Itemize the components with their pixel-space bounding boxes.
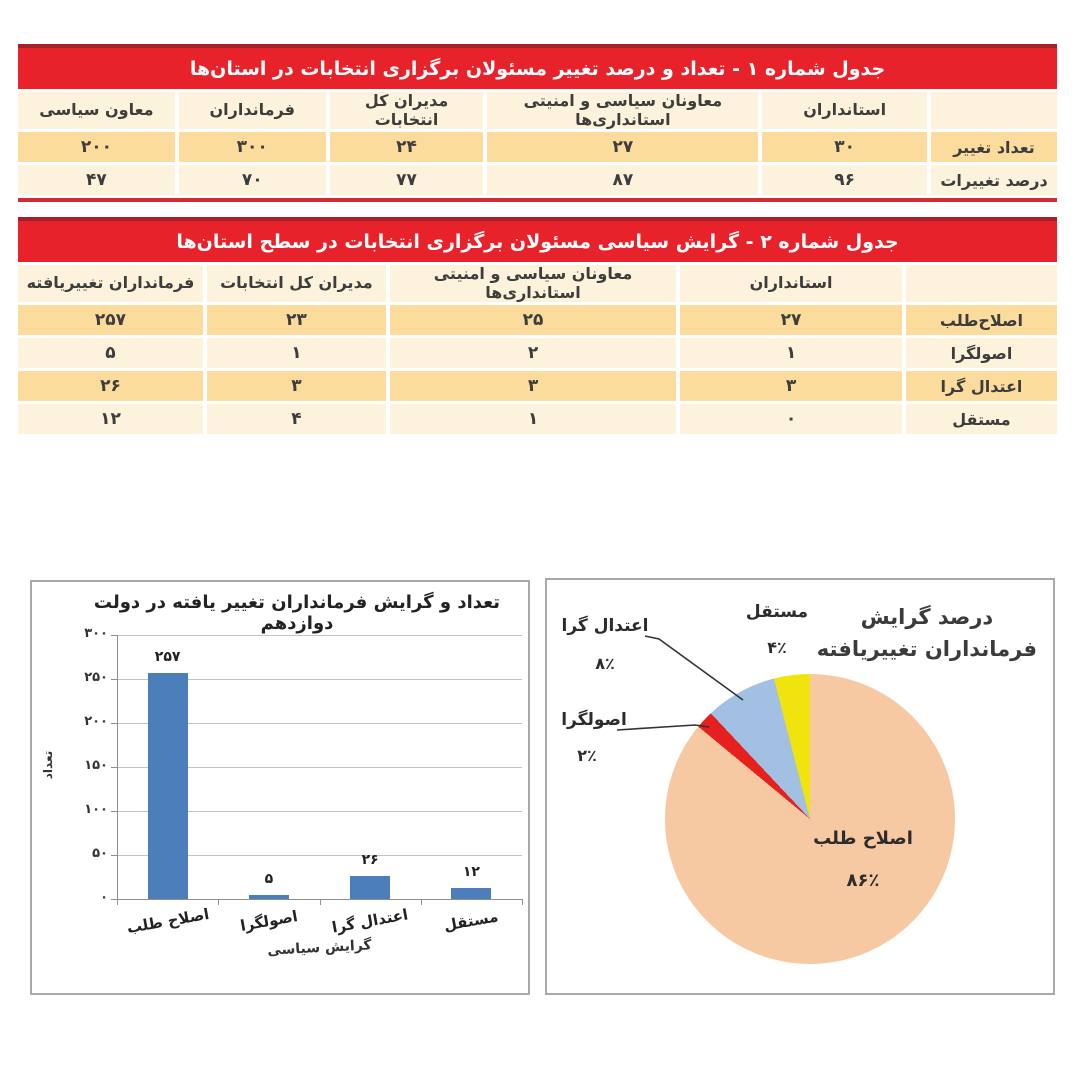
table-cell-value: ۷۷: [330, 165, 484, 195]
row-label: اصولگرا: [906, 338, 1057, 368]
column-header: فرمانداران: [179, 92, 326, 129]
table1: [18, 44, 1057, 202]
pie-pct-independent: ۴٪: [767, 638, 787, 657]
row-label: اصلاح‌طلب: [906, 305, 1057, 335]
corner-cell: [906, 265, 1057, 302]
category-label: اصولگرا: [238, 907, 299, 935]
pie-title-line1: درصد گرایش: [860, 605, 994, 629]
pie-label-reformist: اصلاح طلب: [813, 828, 913, 849]
table-cell-value: ۲۵: [390, 305, 676, 335]
column-header: معاونان سیاسی و امنیتی استانداری‌ها: [487, 92, 758, 129]
table1-bottom-border: [18, 198, 1057, 202]
table-cell-value: ۲۳: [207, 305, 386, 335]
pie-label-moderate: اعتدال گرا: [561, 616, 649, 636]
bar: [451, 888, 491, 899]
y-tick-label: ۱۰۰: [84, 802, 108, 817]
table1-title: جدول شماره ۱ - تعداد و درصد تغییر مسئولان برگزاری انتخابات در استان‌ها: [18, 48, 1057, 89]
pie-pct-principlist: ۲٪: [577, 746, 597, 765]
table-cell-value: ۲۷: [487, 132, 758, 162]
table-cell-value: ۳۰۰: [179, 132, 326, 162]
pie-circle: [665, 674, 955, 964]
table-cell-value: ۱: [390, 404, 676, 434]
category-label: اعتدال گرا: [330, 905, 410, 937]
bar-chart-panel: [30, 580, 530, 995]
table-cell-value: ۲۴: [330, 132, 484, 162]
pie-label-principlist: اصولگرا: [561, 710, 627, 730]
row-label: درصد تغییرات: [931, 165, 1057, 195]
bar-value-label: ۱۲: [462, 864, 480, 881]
pie-label-independent: مستقل: [745, 602, 809, 622]
column-header: معاون سیاسی: [18, 92, 175, 129]
bar: [350, 876, 390, 899]
row-label: اعتدال گرا: [906, 371, 1057, 401]
table-cell-value: ۲۷: [680, 305, 902, 335]
row-label: مستقل: [906, 404, 1057, 434]
bar-value-label: ۵: [264, 870, 274, 887]
table2-title: جدول شماره ۲ - گرایش سیاسی مسئولان برگزاری انتخابات در سطح استان‌ها: [18, 221, 1057, 262]
corner-cell: [931, 92, 1057, 129]
bar-value-label: ۲۵۷: [154, 648, 181, 665]
category-label: اصلاح طلب: [125, 904, 211, 938]
y-tick-label: ۲۰۰: [84, 714, 108, 729]
column-header: مدیران کل انتخابات: [207, 265, 386, 302]
y-tick-label: ۲۵۰: [84, 670, 108, 685]
y-axis-line: [117, 635, 118, 899]
pie-chart-panel: [545, 578, 1055, 995]
row-label: تعداد تغییر: [931, 132, 1057, 162]
bar-value-label: ۲۶: [361, 852, 379, 869]
table-cell-value: ۰: [680, 404, 902, 434]
bar-chart-title: تعداد و گرایش فرمانداران تغییر یافته در دولت دوازدهم: [93, 592, 501, 634]
table-cell-value: ۹۶: [762, 165, 927, 195]
table-cell-value: ۱: [207, 338, 386, 368]
bar: [148, 673, 188, 899]
table-cell-value: ۲۶: [18, 371, 203, 401]
pie-pct-moderate: ۸٪: [595, 654, 615, 673]
table-cell-value: ۸۷: [487, 165, 758, 195]
table2-grid: [18, 265, 1057, 434]
table-cell-value: ۱: [680, 338, 902, 368]
leader-line-moderate: [645, 636, 743, 700]
y-tick-label: ۱۵۰: [84, 758, 108, 773]
table1-grid: [18, 92, 1057, 195]
table-cell-value: ۵: [18, 338, 203, 368]
y-tick-label: ۳۰۰: [84, 626, 108, 641]
column-header: استانداران: [680, 265, 902, 302]
table-cell-value: ۳: [680, 371, 902, 401]
table-cell-value: ۷۰: [179, 165, 326, 195]
column-header: فرمانداران تغییریافته: [18, 265, 203, 302]
table2: [18, 217, 1057, 434]
table-cell-value: ۲۰۰: [18, 132, 175, 162]
table-cell-value: ۳: [207, 371, 386, 401]
pie-title-line2: فرمانداران تغییریافته: [816, 636, 1037, 661]
table-cell-value: ۳۰: [762, 132, 927, 162]
y-tick-label: ۰: [100, 890, 108, 905]
table-cell-value: ۲۵۷: [18, 305, 203, 335]
column-header: استانداران: [762, 92, 927, 129]
bar: [249, 895, 289, 899]
table-cell-value: ۴: [207, 404, 386, 434]
bar-chart-x-axis-label: گرایش سیاسی: [267, 937, 372, 959]
table-cell-value: ۲: [390, 338, 676, 368]
table-cell-value: ۴۷: [18, 165, 175, 195]
x-tick-mark: [117, 899, 118, 905]
column-header: معاونان سیاسی و امنیتی استانداری‌ها: [390, 265, 676, 302]
gridline: [117, 635, 522, 636]
category-label: مستقل: [442, 907, 500, 935]
bar-chart-y-axis-label: تعداد: [41, 750, 55, 780]
pie-pct-reformist: ۸۶٪: [846, 870, 880, 891]
table-cell-value: ۳: [390, 371, 676, 401]
column-header: مدیران کل انتخابات: [330, 92, 484, 129]
table-cell-value: ۱۲: [18, 404, 203, 434]
pie-chart-title: [817, 602, 1037, 665]
y-tick-label: ۵۰: [92, 846, 108, 861]
